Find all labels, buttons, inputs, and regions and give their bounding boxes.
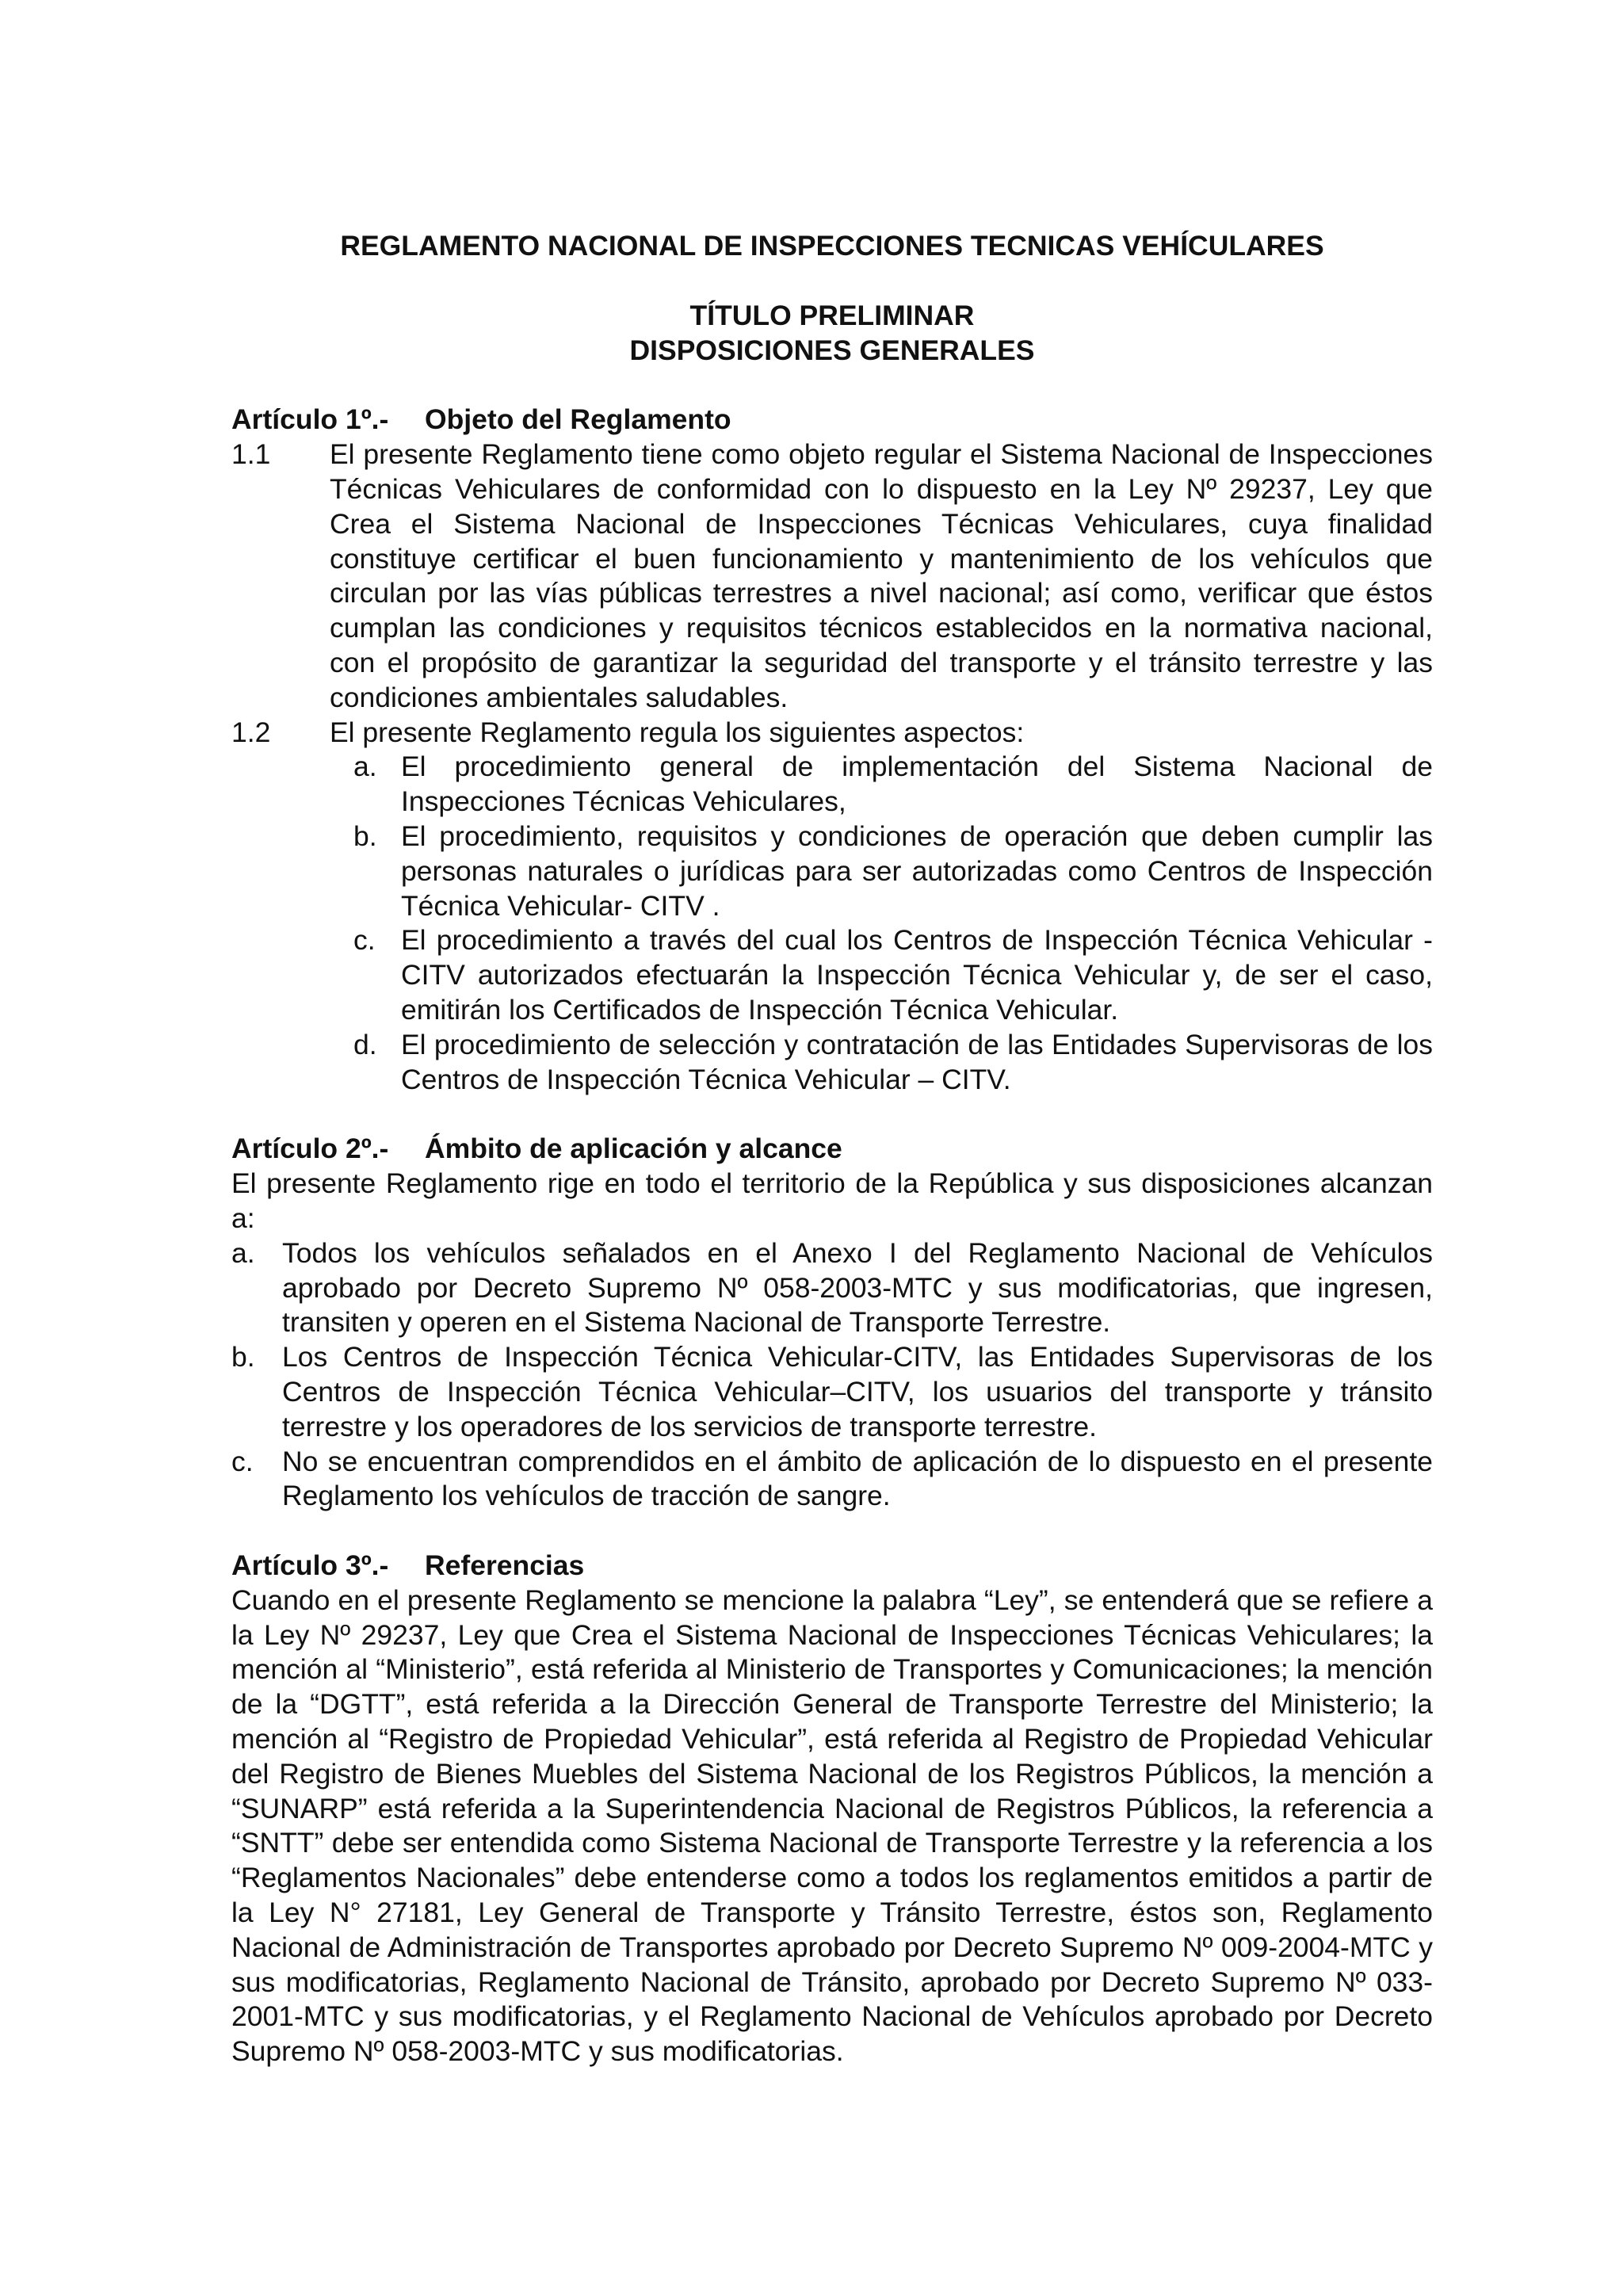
article-1-number: Artículo 1º.- (231, 403, 389, 436)
list-item-letter: b. (353, 819, 377, 852)
list-item-letter: c. (231, 1445, 254, 1477)
point-number: 1.1 (231, 438, 271, 471)
section-spacer (231, 1514, 1433, 1549)
point-text: El presente Reglamento tiene como objeto regular el Sistema Nacional de Inspecciones Técnicas Vehiculares de conformidad con lo dispuesto en la Ley Nº 29237, Ley que Crea el Sistema Nacional de Inspecciones Técnicas Vehiculares, cuya finalidad constituye certificar el buen funcionamiento y mantenimiento de los vehículos que circulan por las vías públicas terrestres a nivel nacional; así como, verificar que éstos cumplan las condiciones y requisitos técnicos establecidos en la normativa nacional, con el propósito de garantizar la seguridad del transporte y el tránsito terrestre y las condiciones ambientales saludables. (330, 438, 1433, 713)
article-2-intro: El presente Reglamento rige en todo el territorio de la República y sus disposiciones alcanzan a: (231, 1167, 1433, 1234)
article-1 (231, 403, 1433, 1097)
titulo-line-2: DISPOSICIONES GENERALES (629, 334, 1035, 366)
section-spacer (231, 1097, 1433, 1132)
list-item (330, 819, 1433, 923)
article-1-title: Objeto del Reglamento (425, 403, 731, 436)
article-3-body: Cuando en el presente Reglamento se mencione la palabra “Ley”, se entenderá que se refiere a la Ley Nº 29237, Ley que Crea el Sistema Nacional de Inspecciones Técnicas Vehiculares; la mención al “Ministerio”, está referida al Ministerio de Transportes y Comunicaciones; la mención de la “DGTT”, está referida a la Dirección General de Transporte Terrestre del Ministerio; la mención al “Registro de Propiedad Vehicular”, está referida al Registro de Propiedad Vehicular del Registro de Bienes Muebles del Sistema Nacional de los Registros Públicos, la mención a “SUNARP” está referida a la Superintendencia Nacional de Registros Públicos, la referencia a “SNTT” debe ser entendida como Sistema Nacional de Transporte Terrestre y la referencia a los “Reglamentos Nacionales” debe entenderse como a todos los reglamentos emitidos a partir de la Ley N° 27181, Ley General de Transporte y Tránsito Terrestre, éstos son, Reglamento Nacional de Administración de Transportes aprobado por Decreto Supremo Nº 009-2004-MTC y sus modificatorias, Reglamento Nacional de Tránsito, aprobado por Decreto Supremo Nº 033-2001-MTC y sus modificatorias, y el Reglamento Nacional de Vehículos aprobado por Decreto Supremo Nº 058-2003-MTC y sus modificatorias. (231, 1584, 1433, 2068)
list-item-text: No se encuentran comprendidos en el ámbito de aplicación de lo dispuesto en el presente Reglamento los vehículos de tracción de sangre. (282, 1445, 1433, 1512)
list-item (231, 1340, 1433, 1444)
list-item-text: El procedimiento, requisitos y condiciones de operación que deben cumplir las personas naturales o jurídicas para ser autorizadas como Centros de Inspección Técnica Vehicular- CITV . (401, 819, 1433, 922)
article-3 (231, 1549, 1433, 2069)
titulo-preliminar-heading (231, 299, 1433, 369)
list-item-letter: d. (353, 1028, 377, 1060)
point-number: 1.2 (231, 716, 271, 748)
list-item (330, 923, 1433, 1027)
article-2-heading (231, 1132, 1433, 1167)
article-1-point-1-2-list (231, 750, 1433, 1097)
article-3-number: Artículo 3º.- (231, 1549, 389, 1582)
article-3-heading (231, 1549, 1433, 1584)
list-item (231, 1236, 1433, 1340)
list-item-letter: b. (231, 1341, 255, 1373)
list-item (231, 1445, 1433, 1515)
article-1-heading (231, 403, 1433, 437)
list-item-text: El procedimiento de selección y contratación de las Entidades Supervisoras de los Centros de Inspección Técnica Vehicular – CITV. (401, 1028, 1433, 1095)
list-item-text: Los Centros de Inspección Técnica Vehicular-CITV, las Entidades Supervisoras de los Centros de Inspección Técnica Vehicular–CITV, los usuarios del transporte y tránsito terrestre y los operadores de los servicios de transporte terrestre. (282, 1341, 1433, 1442)
article-2-title: Ámbito de aplicación y alcance (425, 1133, 842, 1165)
article-2-number: Artículo 2º.- (231, 1133, 389, 1165)
list-item-text: Todos los vehículos señalados en el Anexo I del Reglamento Nacional de Vehículos aprobado por Decreto Supremo Nº 058-2003-MTC y sus modificatorias, que ingresen, transiten y operen en el Sistema Nacional de Transporte Terrestre. (282, 1236, 1433, 1339)
document-body (231, 229, 1433, 2069)
article-2 (231, 1132, 1433, 1514)
list-item-letter: a. (231, 1236, 255, 1269)
list-item-letter: a. (353, 751, 377, 783)
list-item-text: El procedimiento general de implementación del Sistema Nacional de Inspecciones Técnicas Vehiculares, (401, 751, 1433, 818)
article-2-list (231, 1236, 1433, 1514)
document-title: REGLAMENTO NACIONAL DE INSPECCIONES TECNICAS VEHÍCULARES (340, 230, 1324, 262)
article-1-point-1-2 (231, 716, 1433, 751)
list-item (330, 750, 1433, 819)
titulo-line-1: TÍTULO PRELIMINAR (689, 299, 975, 331)
article-3-title: Referencias (425, 1549, 585, 1582)
article-1-point-1-1 (231, 437, 1433, 715)
point-text: El presente Reglamento regula los siguientes aspectos: (330, 716, 1025, 748)
list-item-text: El procedimiento a través del cual los Centros de Inspección Técnica Vehicular - CITV autorizados efectuarán la Inspección Técnica Vehicular y, de ser el caso, emitirán los Certificados de Inspección Técnica Vehicular. (401, 924, 1433, 1026)
list-item-letter: c. (353, 924, 376, 957)
list-item (330, 1028, 1433, 1098)
